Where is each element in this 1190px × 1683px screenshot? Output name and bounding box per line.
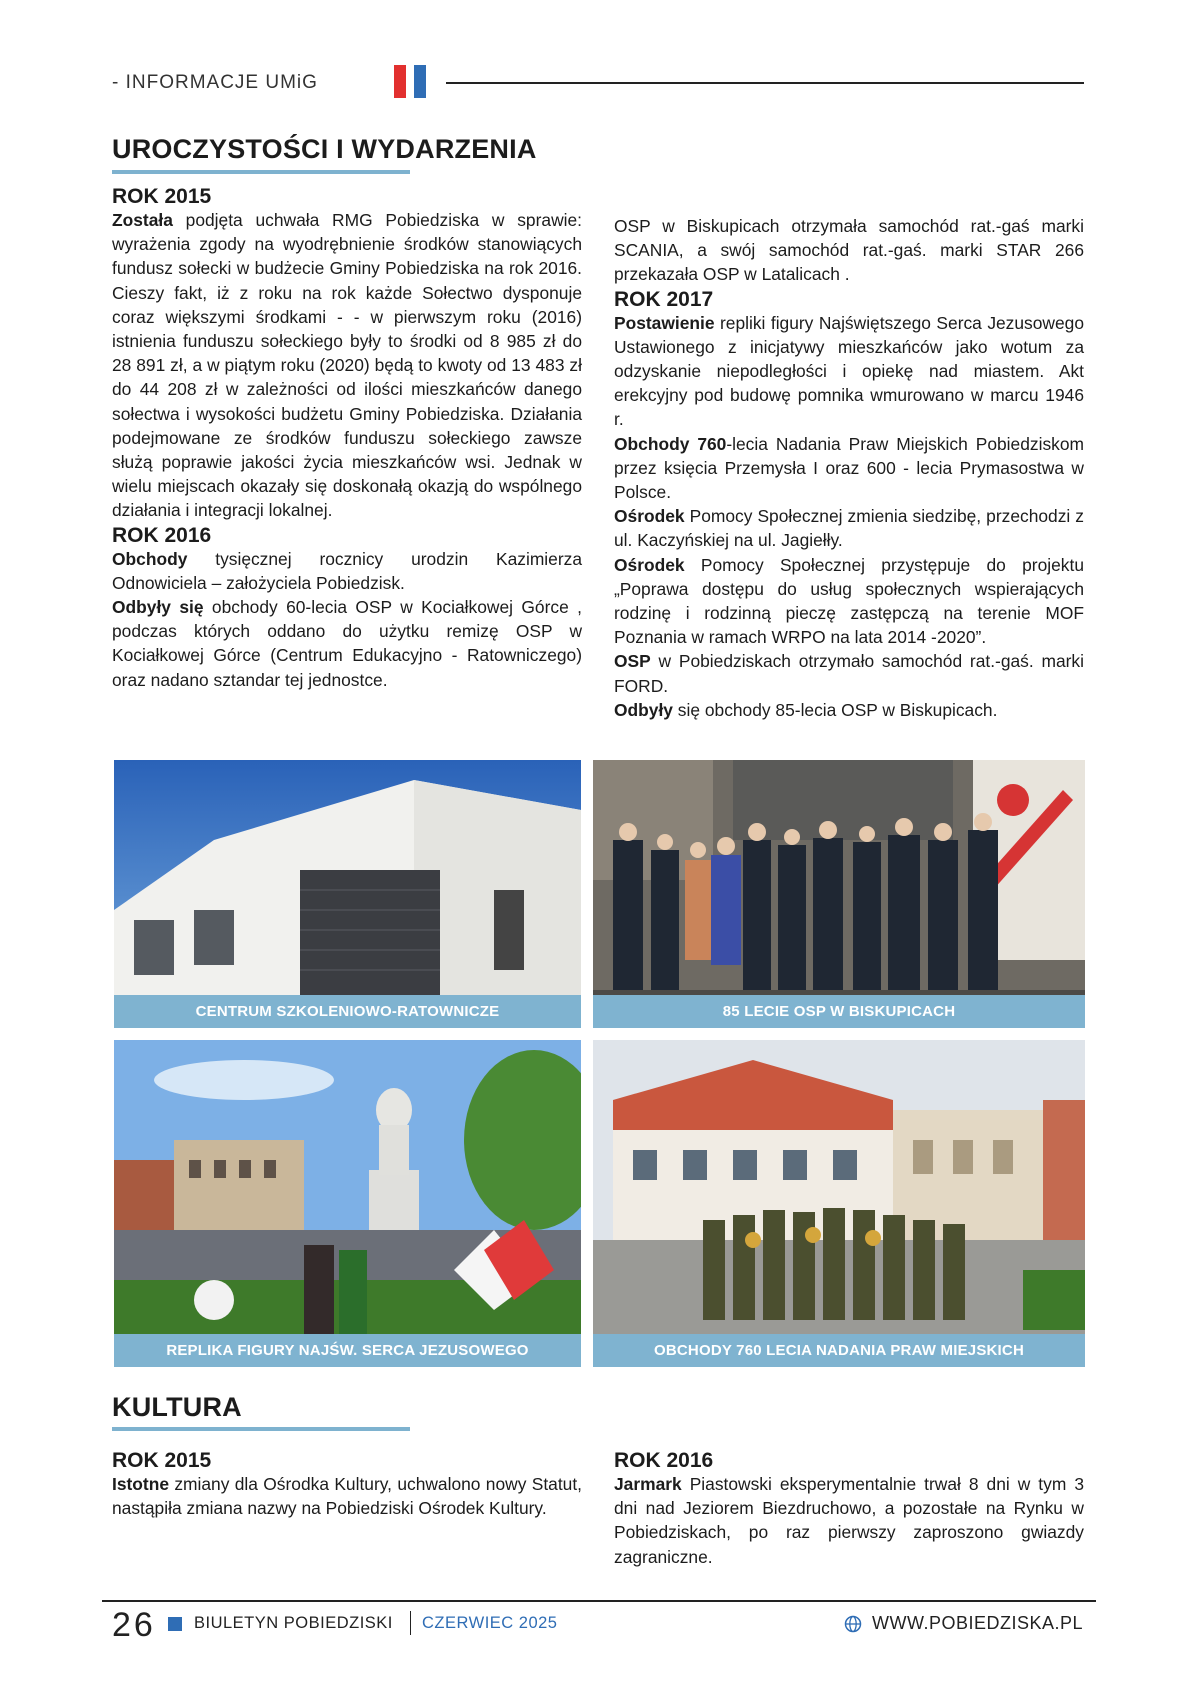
photo-caption: REPLIKA FIGURY NAJŚW. SERCA JEZUSOWEGO [114, 1334, 581, 1367]
photo-parade [593, 1040, 1085, 1367]
paragraph: Została podjęta uchwała RMG Pobiedziska w sprawie: wyrażenia zgody na wyodrębnienie środków stanowiących fundusz sołecki w budżecie Gminy Pobiedziska na rok 2016. Cieszy fakt, iż z roku na rok każde Sołectwo dysponuje coraz większymi środkami - - w pierwszym roku (2016) istnienia funduszu sołeckiego były to środki od 8 985 zł do 28 891 zł, a w piątym roku (2020) będą to kwoty od 13 483 zł do 44 208 zł w zależności od ilości mieszkańców danego sołectwa i wysokości budżetu Gminy Pobiedziska. Działania podejmowane ze środków funduszu sołeckiego zawsze służą poprawie jakości życia mieszkańców wsi. Jednak w wielu miejscach okazały się doskonałą okazją do wspólnego działania i integracji lokalnej. [112, 210, 582, 521]
section-title-underline [112, 1427, 410, 1431]
section-title-underline [112, 170, 410, 174]
publication-date: CZERWIEC 2025 [422, 1614, 558, 1632]
photo-caption: CENTRUM SZKOLENIOWO-RATOWNICZE [114, 995, 581, 1028]
section-title-events: UROCZYSTOŚCI I WYDARZENIA [112, 134, 537, 164]
flag-blue-bar [414, 65, 426, 98]
page-number: 26 [112, 1606, 156, 1644]
header-rule [446, 82, 1084, 84]
culture-right-column [614, 1448, 1084, 1569]
paragraph: Postawienie repliki figury Najświętszego Serca Jezusowego Ustawionego z inicjatywy mieszkańców jako wotum za odzyskanie niepodległości i opiekę nad miastem. Akt erekcyjny pod budowę pomnika wmurowano w marcu 1946 r. [614, 312, 1084, 430]
section-tag: - INFORMACJE UMiG [112, 72, 318, 93]
publication-title: BIULETYN POBIEDZISKI [194, 1614, 393, 1632]
year-heading: ROK 2017 [614, 287, 714, 311]
paragraph: Ośrodek Pomocy Społecznej zmienia siedzibę, przechodzi z ul. Kaczyńskiej na ul. Jagiełły. [614, 506, 1084, 551]
footer-square-icon [168, 1617, 182, 1631]
paragraph: Istotne zmiany dla Ośrodka Kultury, uchwalono nowy Statut, nastąpiła zmiana nazwy na Pobiedziski Ośrodek Kultury. [112, 1474, 582, 1519]
photo-statue-replica [114, 1040, 581, 1367]
website-link[interactable]: WWW.POBIEDZISKA.PL [872, 1613, 1084, 1633]
paragraph: OSP w Biskupicach otrzymała samochód rat.-gaś marki SCANIA, a swój samochód rat.-gaś. marki STAR 266 przekazała OSP w Latalicach . [614, 216, 1084, 285]
year-heading: ROK 2016 [614, 1449, 714, 1472]
paragraph: Odbyły się obchody 60-lecia OSP w Kociałkowej Górce , podczas których oddano do użytku remizę OSP w Kociałkowej Górce (Centrum Edukacyjno - Ratowniczego) oraz nadano sztandar tej jednostce. [112, 597, 582, 690]
globe-icon [844, 1615, 862, 1633]
paragraph: Jarmark Piastowski eksperymentalnie trwał 8 dni w tym 3 dni nad Jeziorem Biezdruchowo, a pozostałe na Rynku w Pobiedziskach, po raz pierwszy zaproszono gwiazdy zagraniczne. [614, 1474, 1084, 1567]
photo-caption: 85 LECIE OSP W BISKUPICACH [593, 995, 1085, 1028]
paragraph: Odbyły się obchody 85-lecia OSP w Biskupicach. [614, 699, 998, 720]
paragraph: Ośrodek Pomocy Społecznej przystępuje do projektu „Poprawa dostępu do usług społecznych wspierających rodzinę i rodzinną pieczę zastępczą na terenie MOF Poznania w ramach WRPO na lata 2014 -2020”. [614, 554, 1084, 648]
right-column [614, 214, 1084, 722]
flag-red-bar [394, 65, 406, 98]
section-title-culture: KULTURA [112, 1392, 242, 1422]
year-heading: ROK 2015 [112, 185, 212, 208]
photo-caption: OBCHODY 760 LECIA NADANIA PRAW MIEJSKICH [593, 1334, 1085, 1367]
photo-osp-anniversary [593, 760, 1085, 1028]
year-heading: ROK 2016 [112, 523, 212, 547]
year-heading: ROK 2015 [112, 1449, 212, 1472]
paragraph: OSP w Pobiedziskach otrzymało samochód rat.-gaś. marki FORD. [614, 651, 1084, 696]
paragraph: Obchody tysięcznej rocznicy urodzin Kazimierza Odnowiciela – założyciela Pobiedzisk. [112, 548, 582, 593]
photo-training-centre [114, 760, 581, 1028]
left-column [112, 184, 582, 692]
footer-separator [410, 1611, 411, 1635]
culture-left-column [112, 1448, 582, 1520]
paragraph: Obchody 760-lecia Nadania Praw Miejskich Pobiedziskom przez księcia Przemysła I oraz 600 - lecia Prymasostwa w Polsce. [614, 433, 1084, 503]
footer-rule [102, 1600, 1096, 1602]
